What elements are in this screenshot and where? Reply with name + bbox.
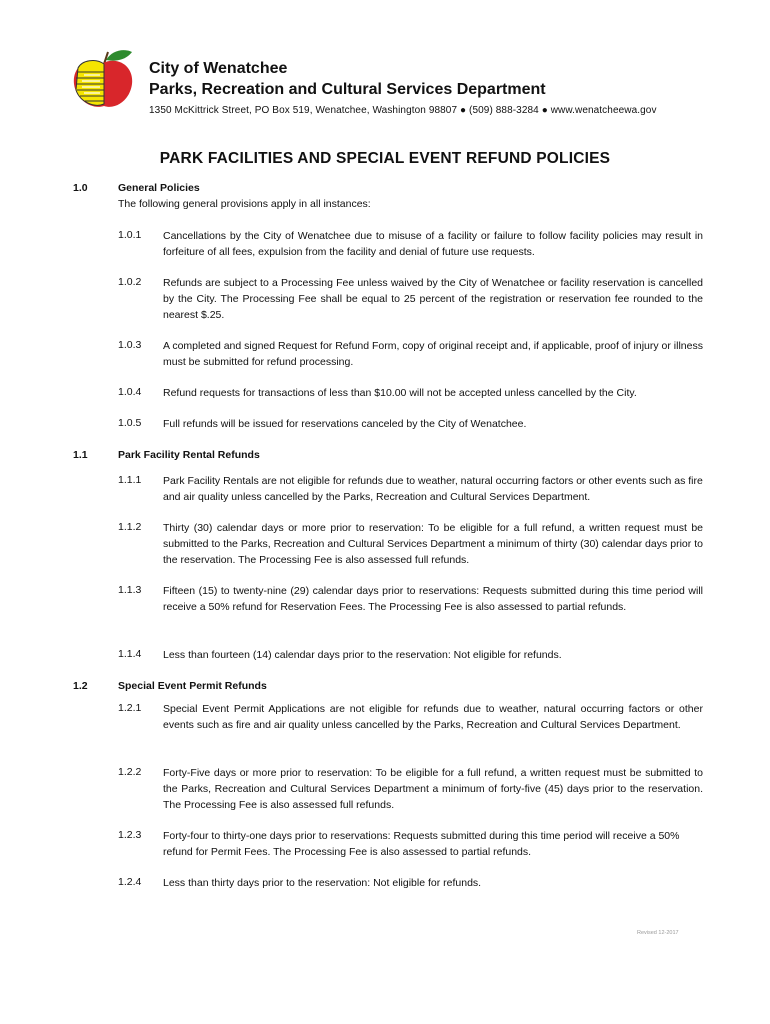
item-text: Refund requests for transactions of less than $10.00 will not be accepted unless cancelled by the City.	[163, 387, 637, 399]
item-number: 1.0.2	[118, 276, 142, 288]
org-name: City of Wenatchee	[149, 60, 288, 77]
item-number: 1.0.3	[118, 339, 142, 351]
section-number: 1.0	[73, 182, 88, 194]
item-text: Forty-Five days or more prior to reservation: To be eligible for a full refund, a written request must be submitted to the Parks, Recreation and Cultural Services Department a minimum of forty-five (45) days prior to the reservation. The Processing Fee is also assessed full refunds.	[163, 767, 703, 812]
page-title: PARK FACILITIES AND SPECIAL EVENT REFUND POLICIES	[159, 150, 611, 167]
item-text: Thirty (30) calendar days or more prior to reservation: To be eligible for a full refund, a written request must be submitted to the Parks, Recreation and Cultural Services Department a minimum of thirty (30) calendar days prior to the reservation. The Processing Fee is also assessed full refunds.	[163, 522, 703, 567]
item-text: Less than fourteen (14) calendar days prior to the reservation: Not eligible for refunds.	[163, 649, 562, 661]
item-number: 1.1.3	[118, 584, 142, 596]
section-number: 1.1	[73, 449, 88, 461]
item-number: 1.1.1	[118, 474, 142, 486]
item-number: 1.2.4	[118, 876, 142, 888]
item-text: Less than thirty days prior to the reservation: Not eligible for refunds.	[163, 877, 482, 889]
item-text: Cancellations by the City of Wenatchee due to misuse of a facility or failure to follow facility policies may result in forfeiture of all fees, expulsion from the facility and denial of future use requests.	[163, 230, 703, 259]
item-text: Refunds are subject to a Processing Fee unless waived by the City of Wenatchee or facility reservation is cancelled by the City. The Processing Fee shall be equal to 25 percent of the registration or reservation fee rounded to the nearest $.25.	[163, 277, 703, 322]
revision-note: Revised 12-2017	[637, 930, 679, 936]
item-number: 1.0.5	[118, 417, 142, 429]
item-text: Park Facility Rentals are not eligible for refunds due to weather, natural occurring factors or other events such as fire and air quality unless cancelled by the Parks, Recreation and Cultural Services Department.	[163, 475, 703, 504]
contact-address: 1350 McKittrick Street, PO Box 519, Wenatchee, Washington 98807 ● (509) 888-3284 ● www.wenatcheewa.gov	[149, 105, 657, 116]
section-heading: General Policies	[118, 182, 200, 194]
item-number: 1.2.2	[118, 766, 142, 778]
item-text: Fifteen (15) to twenty-nine (29) calendar days prior to reservations: Requests submitted during this time period will receive a 50% refund for Reservation Fees. The Processing Fee is also assessed to partial refunds.	[163, 585, 703, 614]
section-intro: The following general provisions apply in all instances:	[118, 198, 371, 210]
item-text: Special Event Permit Applications are not eligible for refunds due to weather, natural occurring factors or other events such as fire and air quality unless cancelled by the Parks, Recreation and Cultural Services Department.	[163, 703, 703, 732]
item-number: 1.2.1	[118, 702, 142, 714]
letterhead	[149, 58, 657, 118]
department-name: Parks, Recreation and Cultural Services Department	[149, 81, 546, 98]
item-number: 1.1.2	[118, 521, 142, 533]
item-number: 1.1.4	[118, 648, 142, 660]
item-number: 1.0.1	[118, 229, 142, 241]
section-heading: Special Event Permit Refunds	[118, 680, 267, 692]
section-number: 1.2	[73, 680, 88, 692]
item-number: 1.2.3	[118, 829, 142, 841]
item-text: Full refunds will be issued for reservations canceled by the City of Wenatchee.	[163, 418, 527, 430]
item-number: 1.0.4	[118, 386, 142, 398]
item-text: Forty-four to thirty-one days prior to reservations: Requests submitted during this time period will receive a 50% refund for Permit Fees. The Processing Fee is also assessed to partial refunds.	[163, 830, 680, 859]
city-apple-logo-icon	[70, 46, 136, 112]
item-text: A completed and signed Request for Refund Form, copy of original receipt and, if applicable, proof of injury or illness must be submitted for refund processing.	[163, 340, 703, 369]
section-heading: Park Facility Rental Refunds	[118, 449, 260, 461]
